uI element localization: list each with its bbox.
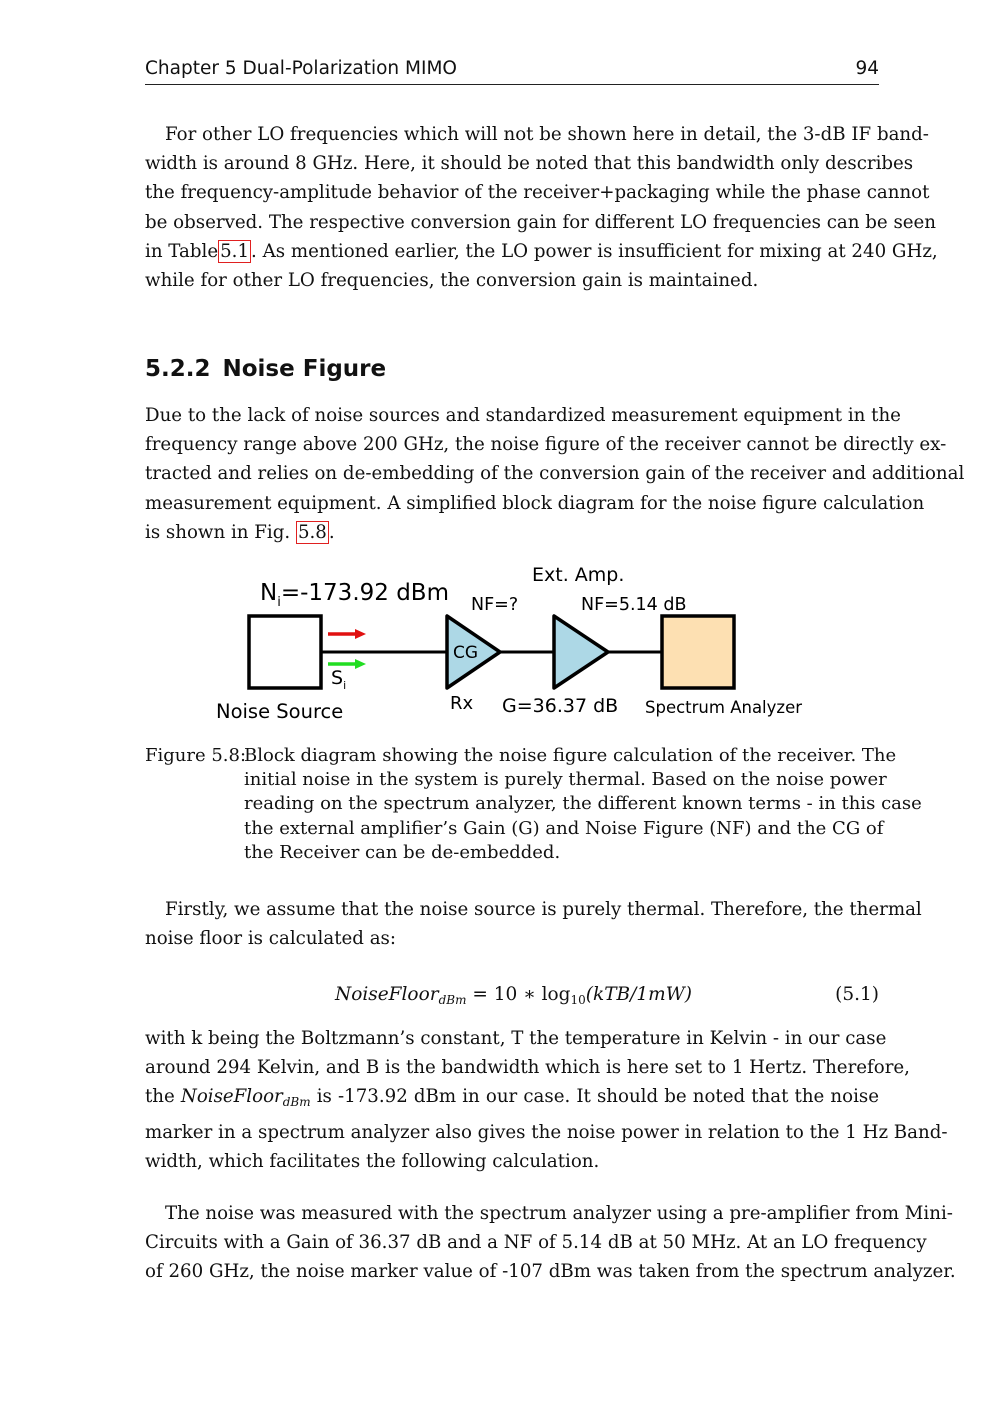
equation-arguments: (kTB/1mW): [585, 984, 692, 1005]
equation-lhs: NoiseFloor: [335, 984, 439, 1005]
external-amplifier-triangle: [554, 616, 608, 688]
spectrum-analyzer-block: [662, 616, 734, 688]
text-line: the frequency-amplitude behavior of the receiver+packaging while the phase cannot: [145, 182, 930, 204]
text-line: measurement equipment. A simplified block diagram for the noise figure calculation: [145, 492, 925, 514]
input-signal-label: $S_i$: [331, 667, 347, 692]
text-line: [145, 237, 938, 266]
chapter-title: Chapter 5 Dual-Polarization MIMO: [145, 58, 457, 79]
inline-math-subscript: dBm: [282, 1095, 311, 1110]
text-fragment: . As mentioned earlier, the LO power is insufficient for mixing at 240 GHz,: [251, 240, 938, 262]
text-line: width is around 8 GHz. Here, it should be noted that this bandwidth only describes: [145, 153, 914, 175]
text-line: Circuits with a Gain of 36.37 dB and a NF of 5.14 dB at 50 MHz. At an LO frequency: [145, 1232, 927, 1254]
text-fragment: is shown in Fig.: [145, 521, 296, 543]
text-line: of 260 GHz, the noise marker value of -107 dBm was taken from the spectrum analyzer.: [145, 1261, 956, 1283]
figure-label: Figure 5.8:: [145, 745, 247, 766]
text-line: The noise was measured with the spectrum analyzer using a pre-amplifier from Mini-: [165, 1203, 953, 1224]
after-equation-paragraph: [145, 1024, 948, 1176]
receiver-label: Rx: [450, 693, 474, 714]
section-heading: [145, 356, 386, 382]
page-number: 94: [855, 58, 879, 79]
external-amp-gain-label: G=36.37 dB: [502, 695, 619, 717]
text-line: Firstly, we assume that the noise source is purely thermal. Therefore, the thermal: [165, 899, 922, 920]
equation-number: (5.1): [835, 984, 879, 1005]
text-fragment: in Table: [145, 240, 219, 262]
noise-figure-block-diagram: [200, 560, 820, 730]
text-line: be observed. The respective conversion gain for different LO frequencies can be seen: [145, 211, 937, 233]
section-paragraph: [145, 401, 965, 547]
equation-lhs-subscript: dBm: [438, 993, 467, 1007]
text-line: while for other LO frequencies, the conversion gain is maintained.: [145, 270, 759, 292]
text-line: with k being the Boltzmann’s constant, T the temperature in Kelvin - in our case: [145, 1028, 887, 1049]
input-noise-label: $N_i=-173.92$ dBm: [260, 580, 449, 610]
text-line: tracted and relies on de-embedding of the conversion gain of the receiver and additional: [145, 463, 965, 485]
inline-math: NoiseFloor: [180, 1086, 283, 1108]
section-title: Noise Figure: [222, 356, 387, 382]
text-line: frequency range above 200 GHz, the noise figure of the receiver cannot be directly ex-: [145, 434, 947, 456]
thermal-paragraph: [145, 895, 922, 953]
text-fragment: is -173.92 dBm in our case. It should be noted that the noise: [310, 1086, 879, 1108]
equation-expression: [335, 984, 692, 1007]
external-amp-title: Ext. Amp.: [532, 564, 625, 586]
caption-line: initial noise in the system is purely thermal. Based on the noise power: [244, 769, 887, 791]
noise-source-label: Noise Source: [216, 700, 344, 723]
text-line: width, which facilitates the following calculation.: [145, 1150, 600, 1172]
text-fragment: .: [328, 521, 335, 543]
measurement-paragraph: [145, 1199, 956, 1287]
running-header: [145, 56, 879, 85]
external-amp-nf-label: NF=5.14 dB: [581, 595, 687, 615]
caption-line: Block diagram showing the noise figure calculation of the receiver. The: [244, 745, 897, 766]
text-line: marker in a spectrum analyzer also gives the noise power in relation to the 1 Hz Band-: [145, 1121, 948, 1143]
text-fragment: the: [145, 1086, 181, 1108]
figure-reference-link[interactable]: 5.8: [297, 521, 327, 543]
text-line: noise floor is calculated as:: [145, 928, 397, 950]
caption-body: [244, 744, 922, 865]
text-line: [145, 1082, 879, 1117]
section-number: 5.2.2: [145, 356, 211, 382]
caption-line: the Receiver can be de-embedded.: [244, 841, 561, 863]
noise-arrow-icon: [328, 629, 366, 639]
equation-noise-floor: [145, 982, 879, 1012]
conversion-gain-label: CG: [453, 643, 479, 663]
equation-operator: = 10 ∗ log: [466, 984, 571, 1005]
spectrum-analyzer-label: Spectrum Analyzer: [645, 698, 802, 717]
text-line: For other LO frequencies which will not be shown here in detail, the 3-dB IF band-: [165, 124, 929, 145]
caption-line: the external amplifier’s Gain (G) and Noise Figure (NF) and the CG of: [244, 817, 884, 839]
table-reference-link[interactable]: 5.1: [220, 240, 250, 262]
log-base-subscript: 10: [570, 993, 586, 1007]
text-line: Due to the lack of noise sources and standardized measurement equipment in the: [145, 405, 901, 426]
text-line: around 294 Kelvin, and B is the bandwidth which is here set to 1 Hertz. Therefore,: [145, 1057, 910, 1079]
noise-source-block: [249, 616, 321, 688]
intro-paragraph: [145, 120, 938, 295]
receiver-nf-label: NF=?: [471, 595, 519, 615]
caption-line: reading on the spectrum analyzer, the different known terms - in this case: [244, 793, 922, 815]
text-line: [145, 518, 879, 547]
